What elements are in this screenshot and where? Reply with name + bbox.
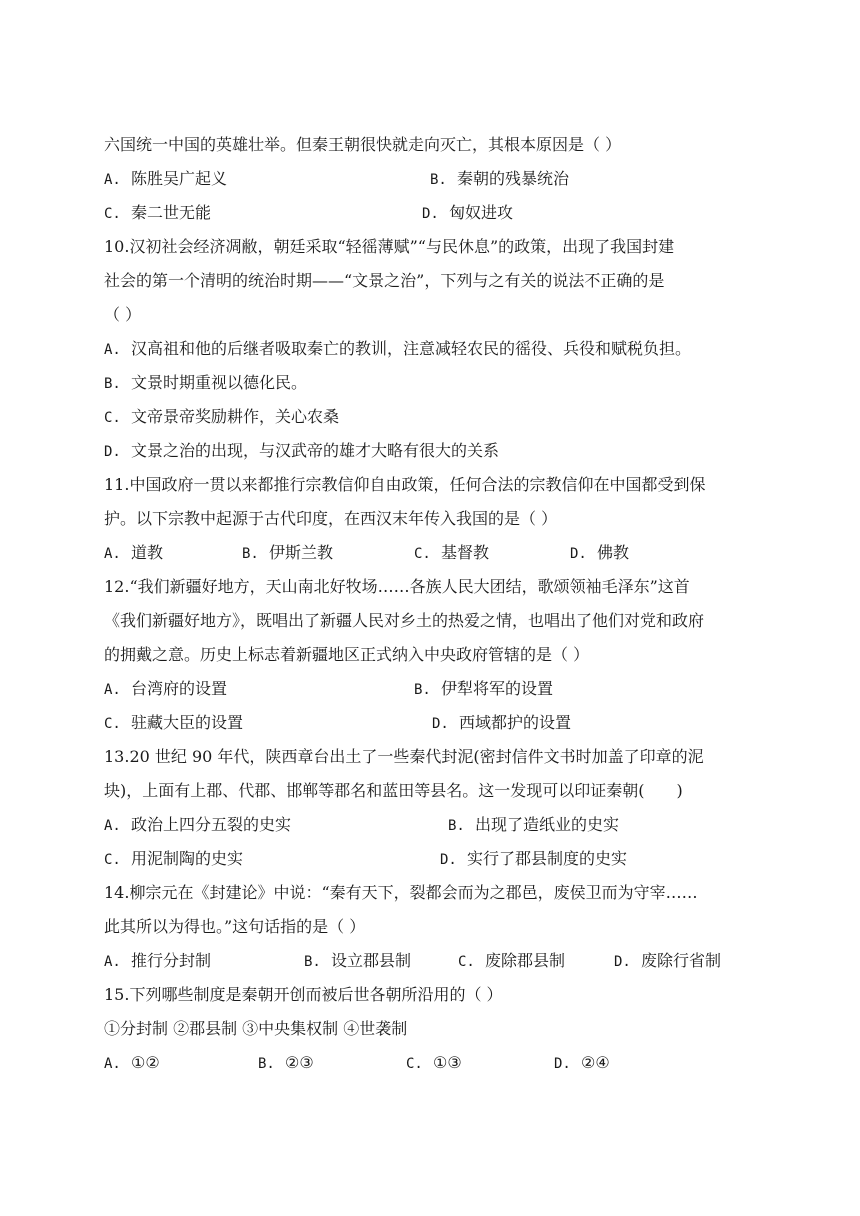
q14-option-c: C. 废除郡县制 <box>458 951 566 970</box>
q12-stem-line-3: 的拥戴之意。历史上标志着新疆地区正式纳入中央政府管辖的是（ ） <box>104 645 590 664</box>
q13-option-d: D. 实行了郡县制度的史实 <box>440 849 628 868</box>
q13-options-row-2 <box>104 842 756 876</box>
q11-stem-line-1: 11.中国政府一贯以来都推行宗教信仰自由政策，任何合法的宗教信仰在中国都受到保 <box>104 475 706 494</box>
q10-option-c: C. 文帝景帝奖励耕作，关心农桑 <box>104 407 340 426</box>
q15-option-b: B. ②③ <box>258 1053 314 1072</box>
q14-stem-line-2: 此其所以为得也。”这句话指的是（ ） <box>104 917 366 936</box>
q14-option-b: B. 设立郡县制 <box>304 951 412 970</box>
q15-option-d: D. ②④ <box>554 1053 610 1072</box>
q9-stem-line: 六国统一中国的英雄壮举。但秦王朝很快就走向灭亡，其根本原因是（ ） <box>104 135 622 154</box>
q11-option-d: D. 佛教 <box>570 543 630 562</box>
q14-options-row <box>104 944 756 978</box>
q15-stem-line-2: ①分封制 ②郡县制 ③中央集权制 ④世袭制 <box>104 1019 408 1038</box>
q10-option-b: B. 文景时期重视以德化民。 <box>104 373 308 392</box>
q12-option-d: D. 西域都护的设置 <box>432 713 572 732</box>
q13-options-row-1 <box>104 808 756 842</box>
q15-option-c: C. ①③ <box>406 1053 462 1072</box>
q10-stem-line-2: 社会的第一个清明的统治时期——“文景之治”，下列与之有关的说法不正确的是 <box>104 271 665 290</box>
q12-options-row-1 <box>104 672 756 706</box>
exam-page <box>104 128 756 1080</box>
q12-option-b: B. 伊犁将军的设置 <box>414 679 554 698</box>
q11-option-a: A. 道教 <box>104 543 164 562</box>
q11-option-b: B. 伊斯兰教 <box>242 543 334 562</box>
q9-option-a: A. 陈胜吴广起义 <box>104 169 228 188</box>
q12-stem-line-1: 12.“我们新疆好地方，天山南北好牧场……各族人民大团结，歌颂领袖毛泽东”这首 <box>104 577 690 596</box>
q14-option-d: D. 废除行省制 <box>614 951 722 970</box>
q14-stem-line-1: 14.柳宗元在《封建论》中说：“秦有天下，裂都会而为之郡邑，废侯卫而为守宰…… <box>104 883 698 902</box>
q10-option-a: A. 汉高祖和他的后继者吸取秦亡的教训，注意减轻农民的徭役、兵役和赋税负担。 <box>104 339 692 358</box>
q13-stem-line-2: 块)，上面有上郡、代郡、邯郸等郡名和蓝田等县名。这一发现可以印证秦朝( ) <box>104 781 683 800</box>
q9-option-c: C. 秦二世无能 <box>104 203 212 222</box>
q12-options-row-2 <box>104 706 756 740</box>
q10-stem-line-1: 10.汉初社会经济凋敝，朝廷采取“轻徭薄赋”“与民休息”的政策，出现了我国封建 <box>104 237 675 256</box>
q13-option-c: C. 用泥制陶的史实 <box>104 849 244 868</box>
q9-options-row-2 <box>104 196 756 230</box>
q15-options-row <box>104 1046 756 1080</box>
q12-option-c: C. 驻藏大臣的设置 <box>104 713 244 732</box>
q9-option-d: D. 匈奴进攻 <box>422 203 514 222</box>
q9-option-b: B. 秦朝的残暴统治 <box>430 169 570 188</box>
q9-options-row-1 <box>104 162 756 196</box>
q14-option-a: A. 推行分封制 <box>104 951 212 970</box>
q10-stem-line-3: （ ） <box>104 305 142 324</box>
q12-option-a: A. 台湾府的设置 <box>104 679 228 698</box>
q11-stem-line-2: 护。以下宗教中起源于古代印度，在西汉末年传入我国的是（ ） <box>104 509 558 528</box>
q15-option-a: A. ①② <box>104 1053 160 1072</box>
q10-option-d: D. 文景之治的出现，与汉武帝的雄才大略有很大的关系 <box>104 441 500 460</box>
q13-option-b: B. 出现了造纸业的史实 <box>448 815 620 834</box>
q11-options-row <box>104 536 756 570</box>
q11-option-c: C. 基督教 <box>414 543 490 562</box>
q13-option-a: A. 政治上四分五裂的史实 <box>104 815 292 834</box>
q15-stem-line-1: 15.下列哪些制度是秦朝开创而被后世各朝所沿用的（ ） <box>104 985 503 1004</box>
q13-stem-line-1: 13.20 世纪 90 年代，陕西章台出土了一些秦代封泥(密封信件文书时加盖了印章的泥 <box>104 747 704 766</box>
q12-stem-line-2: 《我们新疆好地方》，既唱出了新疆人民对乡土的热爱之情，也唱出了他们对党和政府 <box>104 611 705 630</box>
